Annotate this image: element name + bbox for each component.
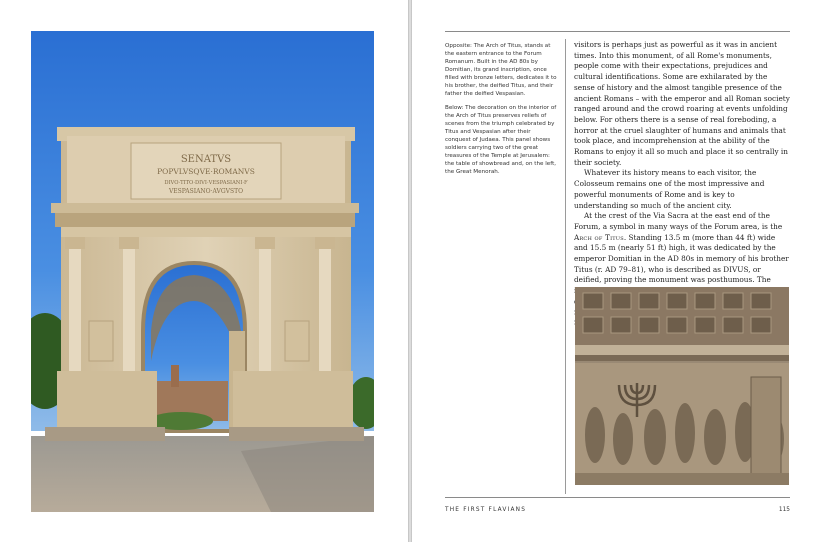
arch-of-titus-photo [31, 31, 374, 512]
body-paragraph-1: visitors is perhaps just as powerful as it was in ancient times. Into this monument, of all Rome's monuments, people come with their expectations, prejudices and cultural identifications. Some are exhilarated by the sense of history and the almost tangible presence of the ancient Romans – with the emperor and all Roman society ranged around and the crowd roaring at events unfolding below. For others there is a sense of real foreboding, a horror at the cruel slaughter of humans and animals that took place, and incomprehension at the ability of the Romans to enjoy it all so much and place it so centrally in their society. [574, 40, 790, 167]
column-rule [565, 39, 566, 494]
body-paragraph-3-start: At the crest of the Via Sacra at the east end of the Forum, a symbol in many ways of the Forum area, is the [574, 211, 783, 231]
body-paragraph-2: Whatever its history means to each visitor, the Colosseum remains one of the most impressive and powerful monuments of Rome and is key to understanding so much of the ancient city. [574, 168, 765, 210]
body-text [574, 40, 790, 329]
caption-opposite: Opposite: The Arch of Titus, stands at the eastern entrance to the Forum Romanum. Built in the AD 80s by Domitian, its grand inscription, once filled with bronze letters, dedicates it to his brother, the deified Titus, and their father the deified Vespasian. [445, 43, 557, 97]
bottom-rule [445, 497, 790, 498]
running-head: THE FIRST FLAVIANS [445, 507, 527, 513]
inscription-line-2: POPVLVSQVE·ROMANVS [157, 167, 255, 176]
inscription-line-4: VESPASIANO·AVGVSTO [168, 188, 244, 195]
top-rule [445, 31, 790, 32]
caption-column [445, 42, 557, 182]
arch-of-titus-term: Arch of Titus [574, 232, 624, 242]
inscription-line-3: DIVO·TITO·DIVI·VESPASIANI·F [164, 180, 248, 186]
inscription-line-1: SENATVS [180, 154, 232, 165]
caption-below: Below: The decoration on the interior of the Arch of Titus preserves reliefs of scenes from the triumph celebrated by Titus and Vespasian after their conquest of Judaea. This panel shows soldiers carrying two of the great treasures of the Temple at Jerusalem: the table of showbread and, on the left, the Great Menorah. [445, 105, 557, 175]
triumph-relief-photo [575, 287, 789, 485]
left-page [0, 0, 408, 542]
body-paragraph-3-end: . Standing 13.5 m (more than 44 ft) wide and 15.5 m (nearly 51 ft) high, it was dedicated by the emperor Domitian in the AD 80s in memory of his brother Titus (r. AD 79–81), who is described as DIVUS, or deified, proving the monument was posthumous. The [574, 232, 789, 285]
page-number: 115 [778, 507, 790, 513]
